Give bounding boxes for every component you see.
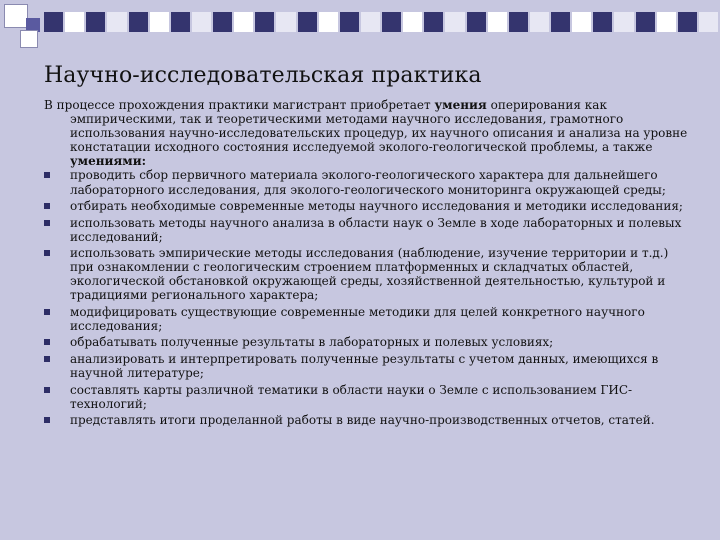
list-item-text: использовать методы научного анализа в области наук о Земле в ходе лабораторных и полевых исследований;: [70, 215, 682, 244]
list-item: [44, 335, 694, 349]
list-item-text: модифицировать существующие современные методики для целей конкретного научного исследования;: [70, 304, 645, 333]
square-bullet-icon: [44, 172, 50, 178]
decorative-stripe-bar: [44, 12, 720, 32]
intro-text: оперирования как эмпирическими, так и теоретическими методами научного исследования, грамотного использования научно-исследовательских процедур, их научного описания и анализа на уровне констатации исходного состояния исследуемой эколого-геологической проблемы, а также: [70, 98, 688, 155]
slide-decoration: [0, 0, 720, 60]
list-item-text: отбирать необходимые современные методы научного исследования и методики исследования;: [70, 199, 683, 214]
intro-paragraph: [44, 98, 694, 168]
list-item-text: проводить сбор первичного материала эколого-геологического характера для дальнейшего лабораторного исследования, для эколого-геологического мониторинга окружающей среды;: [70, 168, 666, 197]
skills-list: [44, 168, 694, 427]
decorative-square: [20, 30, 38, 48]
square-bullet-icon: [44, 387, 50, 393]
list-item-text: использовать эмпирические методы исследования (наблюдение, изучение территории и т.д.) при ознакомлении с геологическим строением платформенных и складчатых областей, экологической обстановкой окружающей среды, хозяйственной деятельностью, культурой и традициями регионального характера;: [70, 246, 669, 303]
square-bullet-icon: [44, 250, 50, 256]
square-bullet-icon: [44, 356, 50, 362]
square-bullet-icon: [44, 309, 50, 315]
list-item: [44, 168, 694, 196]
intro-bold: умениями:: [70, 154, 147, 169]
slide-title: Научно-исследовательская практика: [44, 63, 482, 88]
list-item-text: представлять итоги проделанной работы в виде научно-производственных отчетов, статей.: [70, 413, 655, 428]
square-bullet-icon: [44, 417, 50, 423]
square-bullet-icon: [44, 220, 50, 226]
list-item-text: обрабатывать полученные результаты в лабораторных и полевых условиях;: [70, 335, 554, 350]
list-item-text: составлять карты различной тематики в области науки о Земле с использованием ГИС-технологий;: [70, 382, 633, 411]
list-item: [44, 246, 694, 302]
list-item: [44, 383, 694, 411]
list-item: [44, 413, 694, 427]
list-item: [44, 352, 694, 380]
slide-content: [44, 98, 694, 430]
list-item: [44, 199, 694, 213]
intro-text: В процессе прохождения практики магистрант приобретает: [44, 98, 435, 112]
square-bullet-icon: [44, 339, 50, 345]
list-item-text: анализировать и интерпретировать полученные результаты с учетом данных, имеющихся в научной литературе;: [70, 351, 659, 381]
decorative-square: [4, 4, 28, 28]
intro-bold: умения: [434, 98, 487, 112]
square-bullet-icon: [44, 203, 50, 209]
list-item: [44, 216, 694, 244]
list-item: [44, 305, 694, 333]
